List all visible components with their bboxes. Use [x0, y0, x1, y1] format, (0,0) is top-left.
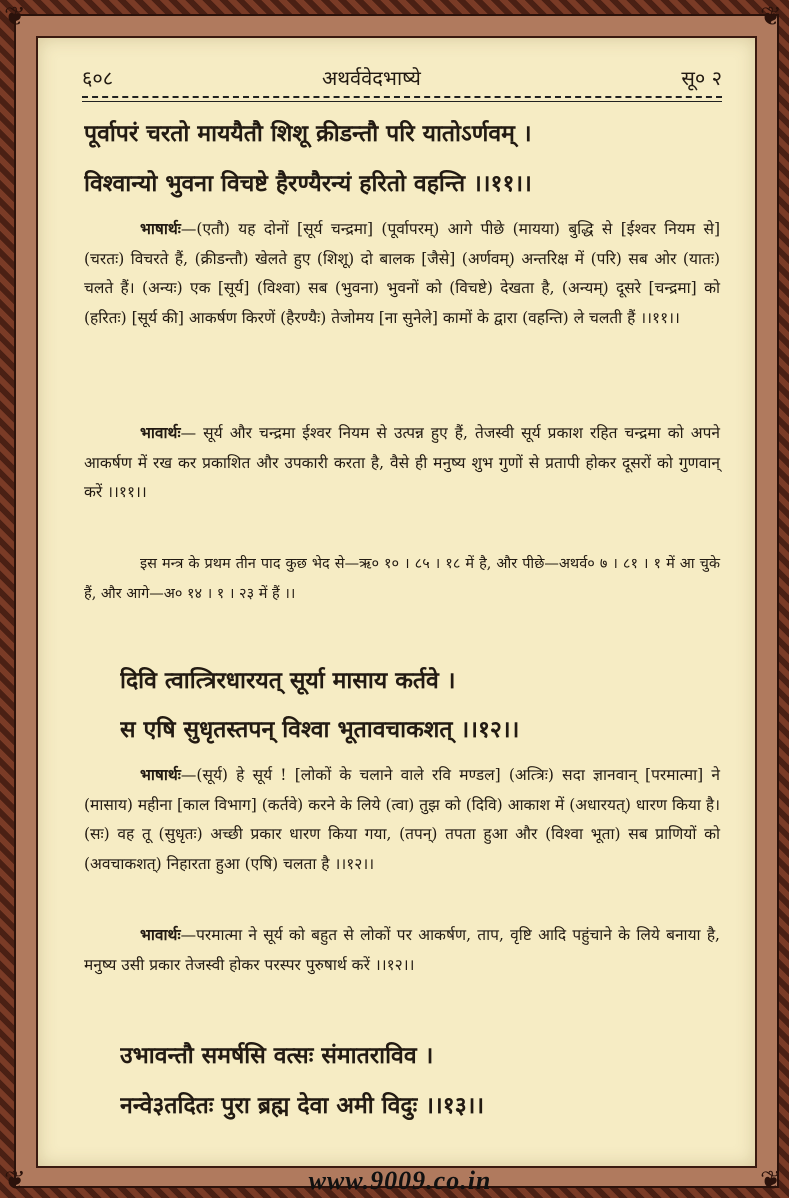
bhavartha-text: —परमात्मा ने सूर्य को बहुत से लोकों पर आकर्षण, ताप, वृष्टि आदि पहुंचाने के लिये बनाया है, मनुष्य उसी प्रकार तेजस्वी होकर परस्पर पुरुषार्थ करें ।।१२।। [84, 926, 720, 974]
section-label: सू० २ [681, 66, 722, 90]
bhashartha-text: —(सूर्य) हे सूर्य ! [लोकों के चलाने वाले रवि मण्डल] (अत्त्रिः) सदा ज्ञानवान् [परमात्मा] ने (मासाय) महीना [काल विभाग] (कर्तवे) करने के लिये (त्वा) तुझ को (दिवि) आकाश में (अधारयत्) धारण किया है। (सः) वह तू (सुधृतः) अच्छी प्रकार धारण किया गया, (तपन्) तपता हुआ और (विश्वा भूता) सब प्राणियों को (अवचाकशत्) निहारता हुआ (एषि) चलता है ।।१२।। [84, 766, 720, 873]
bhashartha-11 [84, 214, 720, 333]
verse-12-line-1: दिवि त्वात्त्रिरधारयत् सूर्या मासाय कर्तवे । [120, 667, 456, 694]
header-divider [82, 96, 722, 98]
website-url[interactable]: www.9009.co.in [308, 1166, 492, 1195]
bhavartha-label: भावार्थः [140, 925, 181, 944]
corner-ornament-icon: ❦ [760, 1166, 782, 1196]
bhavartha-text: — सूर्य और चन्द्रमा ईश्वर नियम से उत्पन्न हुए हैं, तेजस्वी सूर्य प्रकाश रहित चन्द्रमा को अपने आकर्षण में रख कर प्रकाशित और उपकारी करता है, वैसे ही मनुष्य शुभ गुणों से प्रतापी होकर दूसरों को गुणवान् करें ।।११।। [84, 424, 720, 501]
page-header [82, 64, 722, 92]
document-page [36, 36, 757, 1168]
bhavartha-12 [84, 920, 720, 980]
bhashartha-label: भाषार्थः [140, 219, 181, 238]
bhavartha-label: भावार्थः [140, 423, 181, 442]
bhashartha-12 [84, 760, 720, 879]
verse-11-line-1: पूर्वापरं चरतो माययैतौ शिशू क्रीडन्तौ परि यातोऽर्णवम् । [84, 120, 532, 147]
verse-13-line-1: उभावन्तौ समर्षसि वत्सः संमातराविव । [120, 1042, 434, 1069]
note-11: इस मन्त्र के प्रथम तीन पाद कुछ भेद से—ऋ० १० । ८५ । १८ में है, और पीछे—अथर्व० ७ । ८१ । १ में आ चुके हैं, और आगे—अ० १४ । १ । २३ में हैं ।। [84, 556, 720, 602]
page-title: अथर्ववेदभाष्ये [322, 66, 421, 90]
bhashartha-text: —(एतौ) यह दोनों [सूर्य चन्द्रमा] (पूर्वापरम्) आगे पीछे (मायया) बुद्धि से [ईश्वर नियम से] (चरतः) विचरते हैं, (क्रीडन्तौ) खेलते हुए (शिशू) दो बालक [जैसे] (अर्णवम्) अन्तरिक्ष में (परि) सब ओर (यातः) चलते हैं। (अन्यः) एक [सूर्य] (विश्वा) सब (भुवना) भुवनों को (विचष्टे) देखता है, (अन्यम्) दूसरे [चन्द्रमा] को (हरितः) [सूर्य की] आकर्षण किरणें (हैरण्यैः) तेजोमय [ना सुनेले] कामों के द्वारा (वहन्ति) ले चलती हैं ।।११।। [84, 220, 720, 327]
corner-ornament-icon: ❦ [4, 1166, 26, 1196]
header-divider [82, 101, 722, 102]
bhashartha-label: भाषार्थः [140, 765, 181, 784]
corner-ornament-icon: ❦ [4, 2, 26, 32]
verse-13-line-2: नन्वे३तदितः पुरा ब्रह्म देवा अमी विदुः ।।१३।। [120, 1092, 485, 1119]
corner-ornament-icon: ❦ [760, 2, 782, 32]
verse-11-line-2: विश्वान्यो भुवना विचष्टे हैरण्यैरन्यं हरितो वहन्ति ।।११।। [84, 170, 532, 197]
bhavartha-11 [84, 418, 720, 508]
verse-12-line-2: स एषि सुधृतस्तपन् विश्वा भूतावचाकशत् ।।१२।। [120, 716, 520, 743]
page-number: ६०८ [82, 66, 114, 90]
